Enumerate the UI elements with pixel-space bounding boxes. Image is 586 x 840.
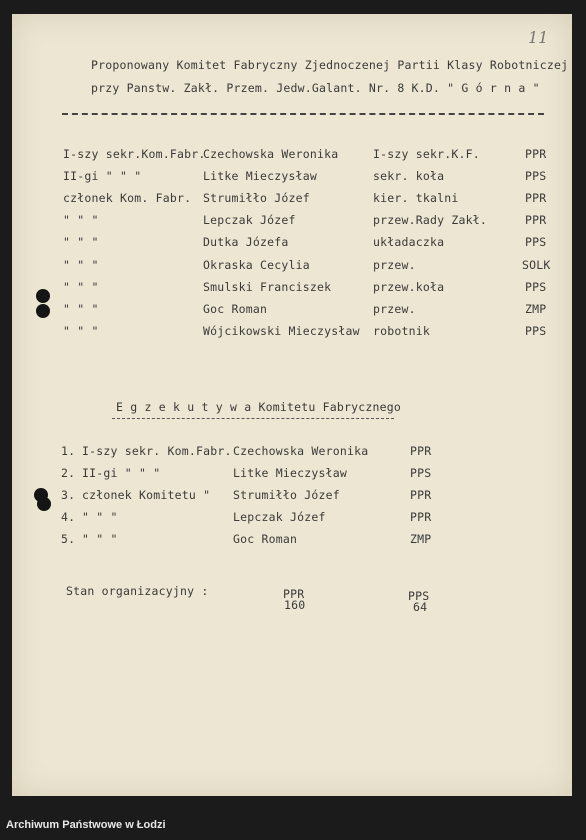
executive-title-underline (112, 418, 394, 419)
committee-member-name: Okraska Cecylia (203, 257, 310, 272)
executive-member-party: PPR (410, 488, 432, 502)
executive-member-party: PPS (410, 466, 432, 480)
executive-role: " " " (82, 510, 118, 524)
header-line-1: Proponowany Komitet Fabryczny Zjednoczenej Partii Klasy Robotniczej (91, 58, 569, 72)
committee-member-party: PPS (525, 169, 547, 184)
executive-row-number: 5. (61, 532, 76, 546)
committee-member-position: robotnik (373, 323, 430, 338)
committee-member-name: Litke Mieczysław (203, 169, 317, 184)
committee-member-party: PPS (525, 323, 547, 338)
punch-hole (36, 304, 50, 318)
executive-title: E g z e k u t y w a Komitetu Fabrycznego (116, 400, 401, 414)
committee-member-party: PPS (525, 235, 547, 250)
committee-member-name: Czechowska Weronika (203, 147, 339, 161)
committee-member-position: przew.Rady Zakł. (373, 213, 487, 228)
executive-row-number: 3. (61, 488, 76, 502)
executive-member-name: Goc Roman (233, 532, 298, 546)
executive-member-name: Litke Mieczysław (233, 466, 347, 480)
committee-member-position: I-szy sekr.K.F. (373, 147, 480, 161)
executive-member-party: PPR (410, 444, 432, 458)
executive-role: " " " (82, 532, 118, 546)
executive-member-name: Czechowska Weronika (233, 444, 369, 458)
summary-label: Stan organizacyjny : (66, 584, 209, 598)
executive-row-number: 4. (61, 510, 76, 524)
committee-member-name: Strumiłło Józef (203, 191, 310, 206)
committee-role: " " " (63, 257, 99, 272)
executive-member-name: Strumiłło Józef (233, 488, 340, 502)
committee-member-party: PPS (525, 279, 547, 294)
punch-hole (36, 289, 50, 303)
archive-footer (0, 808, 586, 840)
committee-member-name: Lepczak Józef (203, 213, 296, 228)
committee-member-party: SOLK (522, 257, 551, 272)
punch-hole (37, 497, 51, 511)
committee-member-name: Goc Roman (203, 301, 268, 316)
committee-member-name: Wójcikowski Mieczysław (203, 323, 360, 338)
committee-member-party: PPR (525, 147, 547, 161)
ppr-label: PPR (283, 587, 305, 601)
executive-member-party: PPR (410, 510, 432, 524)
pps-value: 64 (413, 600, 428, 614)
dashed-separator (62, 113, 544, 115)
executive-role: I-szy sekr. Kom.Fabr. (82, 444, 232, 458)
committee-member-party: ZMP (525, 301, 547, 316)
executive-role: II-gi " " " (82, 466, 161, 480)
executive-member-name: Lepczak Józef (233, 510, 326, 524)
committee-role: " " " (63, 235, 99, 250)
committee-role: II-gi " " " (63, 169, 142, 184)
committee-member-position: kier. tkalni (373, 191, 459, 206)
committee-member-party: PPR (525, 213, 547, 228)
ppr-value: 160 (284, 598, 306, 612)
committee-member-party: PPR (525, 191, 547, 206)
corner-page-mark: 11 (528, 28, 549, 47)
header-line-2: przy Panstw. Zakł. Przem. Jedw.Galant. Nr. 8 K.D. " G ó r n a " (91, 81, 540, 95)
committee-role: " " " (63, 213, 99, 228)
committee-role: " " " (63, 301, 99, 316)
committee-member-position: przew. (373, 257, 416, 272)
committee-role: I-szy sekr.Kom.Fabr. (63, 147, 206, 161)
archive-name: Archiwum Państwowe w Łodzi (6, 819, 166, 831)
committee-member-name: Smulski Franciszek (203, 279, 332, 294)
committee-member-position: przew. (373, 301, 416, 316)
committee-role: " " " (63, 279, 99, 294)
executive-row-number: 2. (61, 466, 76, 480)
committee-member-position: przew.koła (373, 279, 445, 294)
committee-member-position: sekr. koła (373, 169, 445, 184)
executive-row-number: 1. (61, 444, 76, 458)
pps-label: PPS (408, 589, 430, 603)
committee-member-name: Dutka Józefa (203, 235, 289, 250)
executive-role: członek Komitetu " (82, 488, 211, 502)
committee-role: członek Kom. Fabr. (63, 191, 192, 206)
committee-member-position: układaczka (373, 235, 445, 250)
committee-role: " " " (63, 323, 99, 338)
executive-member-party: ZMP (410, 532, 432, 546)
